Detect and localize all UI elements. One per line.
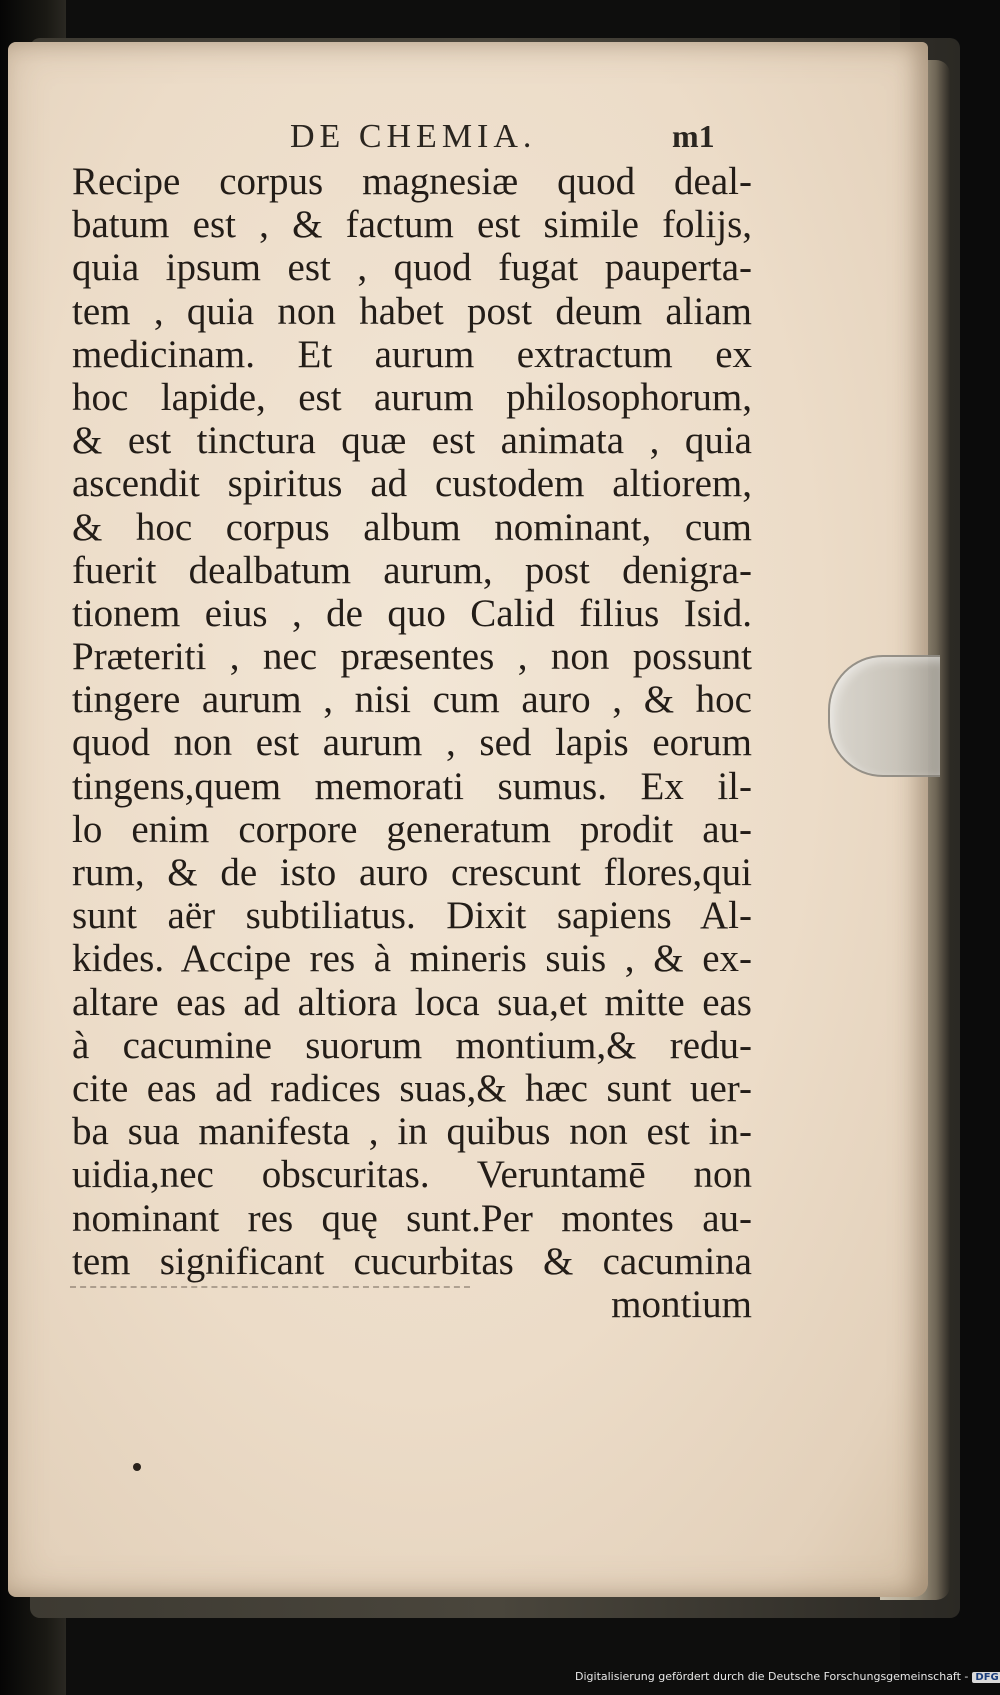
scan-clip-tab <box>828 655 940 777</box>
text-line: tem significant cucurbitas & cacumina <box>72 1239 752 1283</box>
text-line: uidia,nec obscuritas. Veruntamē non <box>72 1153 752 1197</box>
text-line: à cacumine suorum montium,& redu- <box>72 1023 752 1067</box>
text-line: medicinam. Et aurum extractum ex <box>72 332 752 376</box>
ink-dot <box>133 1463 141 1471</box>
text-line: Recipe corpus magnesiæ quod deal- <box>72 160 752 203</box>
text-line: cite eas ad radices suas,& hæc sunt uer- <box>72 1066 752 1110</box>
text-line: tingere aurum , nisi cum auro , & hoc <box>72 678 752 722</box>
folio-signature: m1 <box>672 118 715 154</box>
digitization-footer <box>575 1670 999 1690</box>
text-line: lo enim corpore generatum prodit au- <box>72 807 752 851</box>
text-line: quod non est aurum , sed lapis eorum <box>72 721 752 765</box>
text-line: hoc lapide, est aurum philosophorum, <box>72 375 752 419</box>
text-line: & hoc corpus album nominant, cum <box>72 505 752 549</box>
text-line: quia ipsum est , quod fugat pauperta- <box>72 246 752 290</box>
text-line: ascendit spiritus ad custodem altiorem, <box>72 462 752 506</box>
text-line: tem , quia non habet post deum aliam <box>72 289 752 333</box>
running-head: DE CHEMIA. <box>290 118 537 155</box>
page-header <box>290 118 830 158</box>
text-line: rum, & de isto auro crescunt flores,qui <box>72 851 752 894</box>
text-line: batum est , & factum est simile folijs, <box>72 203 752 247</box>
text-line: kides. Accipe res à mineris suis , & ex- <box>72 937 752 981</box>
text-line: tionem eius , de quo Calid filius Isid. <box>72 591 752 635</box>
text-line: tingens,quem memorati sumus. Ex il- <box>72 764 752 808</box>
text-line: fuerit dealbatum aurum, post denigra- <box>72 548 752 592</box>
text-line: Præteriti , nec præsentes , non possunt <box>72 635 752 679</box>
catchword: montium <box>611 1282 752 1326</box>
underline-rule <box>70 1286 470 1290</box>
text-line: ba sua manifesta , in quibus non est in- <box>72 1110 752 1154</box>
text-block <box>72 160 752 1326</box>
dfg-logo-icon: DFG <box>972 1672 1000 1683</box>
text-line: altare eas ad altiora loca sua,et mitte eas <box>72 980 752 1024</box>
footer-text: Digitalisierung gefördert durch die Deutsche Forschungsgemeinschaft - <box>575 1670 969 1683</box>
text-line: nominant res quę sunt.Per montes au- <box>72 1196 752 1240</box>
text-line: & est tinctura quæ est animata , quia <box>72 419 752 463</box>
text-line: sunt aër subtiliatus. Dixit sapiens Al- <box>72 894 752 938</box>
